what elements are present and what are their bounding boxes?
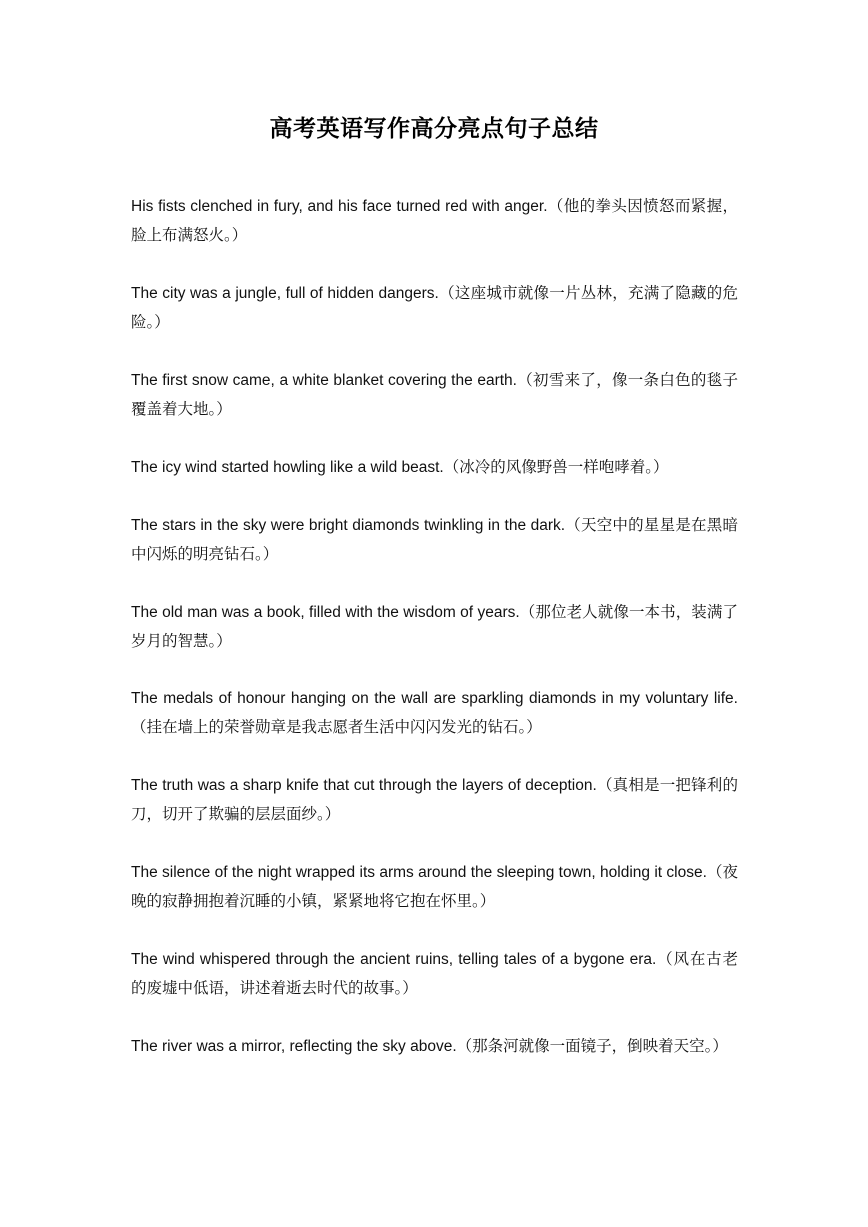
- english-sentence: The stars in the sky were bright diamonds twinkling in the dark.: [131, 517, 566, 534]
- chinese-translation: （他的拳头因愤怒而紧握，脸上布满怒火。）: [131, 197, 738, 244]
- english-sentence: The silence of the night wrapped its arms around the sleeping town, holding it close.: [131, 864, 707, 881]
- chinese-translation: （冰冷的风像野兽一样咆哮着。）: [443, 458, 669, 476]
- chinese-translation: （风在古老的废墟中低语，讲述着逝去时代的故事。）: [131, 950, 738, 997]
- chinese-translation: （初雪来了，像一条白色的毯子覆盖着大地。）: [131, 371, 738, 418]
- english-sentence: The icy wind started howling like a wild beast.: [131, 459, 444, 476]
- chinese-translation: （天空中的星星是在黑暗中闪烁的明亮钻石。）: [131, 516, 738, 563]
- chinese-translation: （挂在墙上的荣誉勋章是我志愿者生活中闪闪发光的钻石。）: [131, 718, 542, 736]
- chinese-translation: （这座城市就像一片丛林，充满了隐藏的危险。）: [131, 284, 738, 331]
- sentence-entry: [131, 366, 738, 424]
- sentence-entry: [131, 453, 738, 482]
- english-sentence: The city was a jungle, full of hidden dangers.: [131, 285, 439, 302]
- english-sentence: The wind whispered through the ancient ruins, telling tales of a bygone era.: [131, 951, 657, 968]
- sentence-entry: [131, 1032, 738, 1061]
- chinese-translation: （夜晚的寂静拥抱着沉睡的小镇，紧紧地将它抱在怀里。）: [131, 863, 738, 910]
- english-sentence: His fists clenched in fury, and his face turned red with anger.: [131, 198, 548, 215]
- sentence-list: [131, 192, 738, 1090]
- english-sentence: The truth was a sharp knife that cut through the layers of deception.: [131, 777, 597, 794]
- chinese-translation: （那位老人就像一本书，装满了岁月的智慧。）: [131, 603, 738, 650]
- sentence-entry: [131, 858, 738, 916]
- sentence-entry: [131, 945, 738, 1003]
- sentence-entry: [131, 511, 738, 569]
- english-sentence: The old man was a book, filled with the wisdom of years.: [131, 604, 520, 621]
- english-sentence: The first snow came, a white blanket covering the earth.: [131, 372, 517, 389]
- chinese-translation: （那条河就像一面镜子，倒映着天空。）: [456, 1037, 728, 1055]
- chinese-translation: （真相是一把锋利的刀，切开了欺骗的层层面纱。）: [131, 776, 738, 823]
- english-sentence: The river was a mirror, reflecting the sky above.: [131, 1038, 457, 1055]
- sentence-entry: [131, 598, 738, 656]
- sentence-entry: [131, 771, 738, 829]
- sentence-entry: [131, 279, 738, 337]
- sentence-entry: [131, 192, 738, 250]
- page-title: 高考英语写作高分亮点句子总结: [269, 115, 599, 141]
- english-sentence: The medals of honour hanging on the wall are sparkling diamonds in my voluntary life.: [131, 690, 738, 707]
- sentence-entry: [131, 685, 738, 742]
